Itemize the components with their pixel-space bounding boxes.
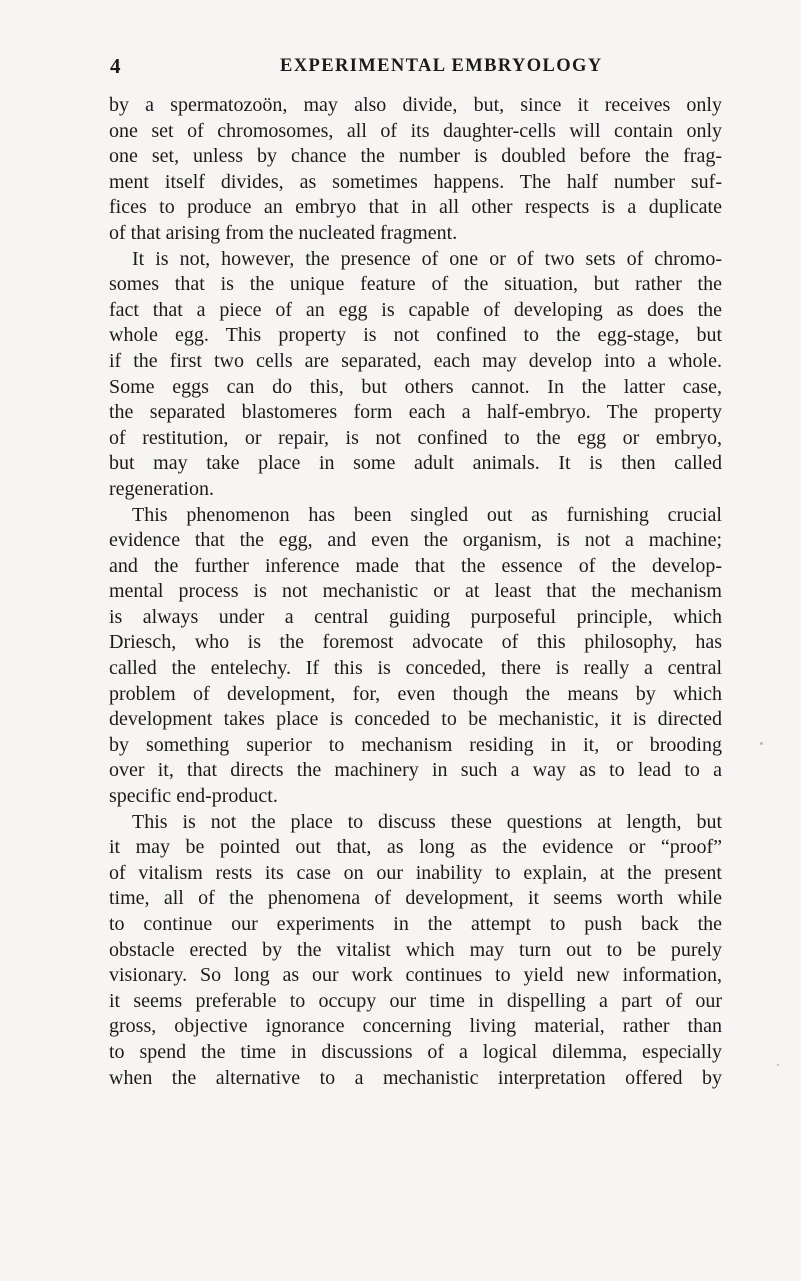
text-line: by a spermatozoön, may also divide, but, since it receives only (109, 94, 722, 116)
text-line: Driesch, who is the foremost advocate of this philosophy, has (109, 631, 722, 654)
text-line: somes that is the unique feature of the situation, but rather the (109, 273, 722, 296)
text-line: the separated blastomeres form each a half-embryo. The property (109, 401, 722, 424)
text-line: regeneration. (109, 477, 214, 500)
text-line: time, all of the phenomena of development, it seems worth while (109, 887, 722, 910)
text-line: of restitution, or repair, is not confined to the egg or embryo, (109, 426, 722, 449)
running-title: EXPERIMENTAL EMBRYOLOGY (280, 56, 603, 76)
paragraph (109, 503, 722, 810)
text-line: development takes place is conceded to be mechanistic, it is directed (109, 708, 722, 731)
text-line: to spend the time in discussions of a logical dilemma, especially (109, 1040, 722, 1063)
paragraph (109, 810, 722, 1092)
text-line: This is not the place to discuss these questions at length, but (132, 810, 722, 833)
text-line: This phenomenon has been singled out as furnishing crucial (132, 503, 722, 526)
text-line: problem of development, for, even though the means by which (109, 682, 722, 705)
text-line: whole egg. This property is not confined to the egg-stage, but (109, 324, 722, 347)
text-line: to continue our experiments in the attempt to push back the (109, 913, 722, 935)
text-line: over it, that directs the machinery in such a way as to lead to a (109, 759, 722, 782)
paragraph (109, 247, 722, 503)
text-line: one set, unless by chance the number is doubled before the frag- (109, 145, 722, 168)
text-line: It is not, however, the presence of one or of two sets of chromo- (132, 247, 722, 270)
text-line: of that arising from the nucleated fragment. (109, 221, 458, 244)
text-line: when the alternative to a mechanistic interpretation offered by (109, 1066, 722, 1089)
text-line: obstacle erected by the vitalist which may turn out to be purely (109, 938, 722, 961)
text-line: if the first two cells are separated, each may develop into a whole. (109, 349, 722, 372)
text-line: of vitalism rests its case on our inability to explain, at the present (109, 861, 722, 884)
paragraph (109, 93, 722, 247)
text-line: Some eggs can do this, but others cannot. In the latter case, (109, 375, 722, 398)
text-line: fices to produce an embryo that in all other respects is a duplicate (109, 196, 722, 219)
text-line: ment itself divides, as sometimes happens. The half number suf- (109, 170, 722, 193)
text-line: fact that a piece of an egg is capable of developing as does the (109, 298, 722, 321)
paper-speck (777, 1064, 779, 1066)
text-line: evidence that the egg, and even the organism, is not a machine; (109, 529, 722, 552)
text-line: specific end-product. (109, 785, 278, 808)
text-line: it may be pointed out that, as long as the evidence or “proof” (109, 836, 722, 859)
text-line: and the further inference made that the essence of the develop- (109, 554, 722, 577)
paper-speck (760, 742, 763, 745)
page-number: 4 (110, 54, 121, 78)
text-line: gross, objective ignorance concerning living material, rather than (109, 1015, 722, 1038)
text-line: called the entelechy. If this is conceded, there is really a central (109, 657, 722, 680)
text-line: visionary. So long as our work continues to yield new information, (109, 964, 722, 987)
text-line: by something superior to mechanism residing in it, or brooding (109, 733, 722, 756)
text-line: but may take place in some adult animals. It is then called (109, 452, 722, 475)
text-line: is always under a central guiding purposeful principle, which (109, 605, 722, 628)
text-line: one set of chromosomes, all of its daughter-cells will contain only (109, 119, 722, 142)
body-text (109, 93, 722, 1091)
text-line: it seems preferable to occupy our time in dispelling a part of our (109, 989, 722, 1012)
running-head (110, 54, 710, 84)
text-line: mental process is not mechanistic or at least that the mechanism (109, 580, 722, 603)
